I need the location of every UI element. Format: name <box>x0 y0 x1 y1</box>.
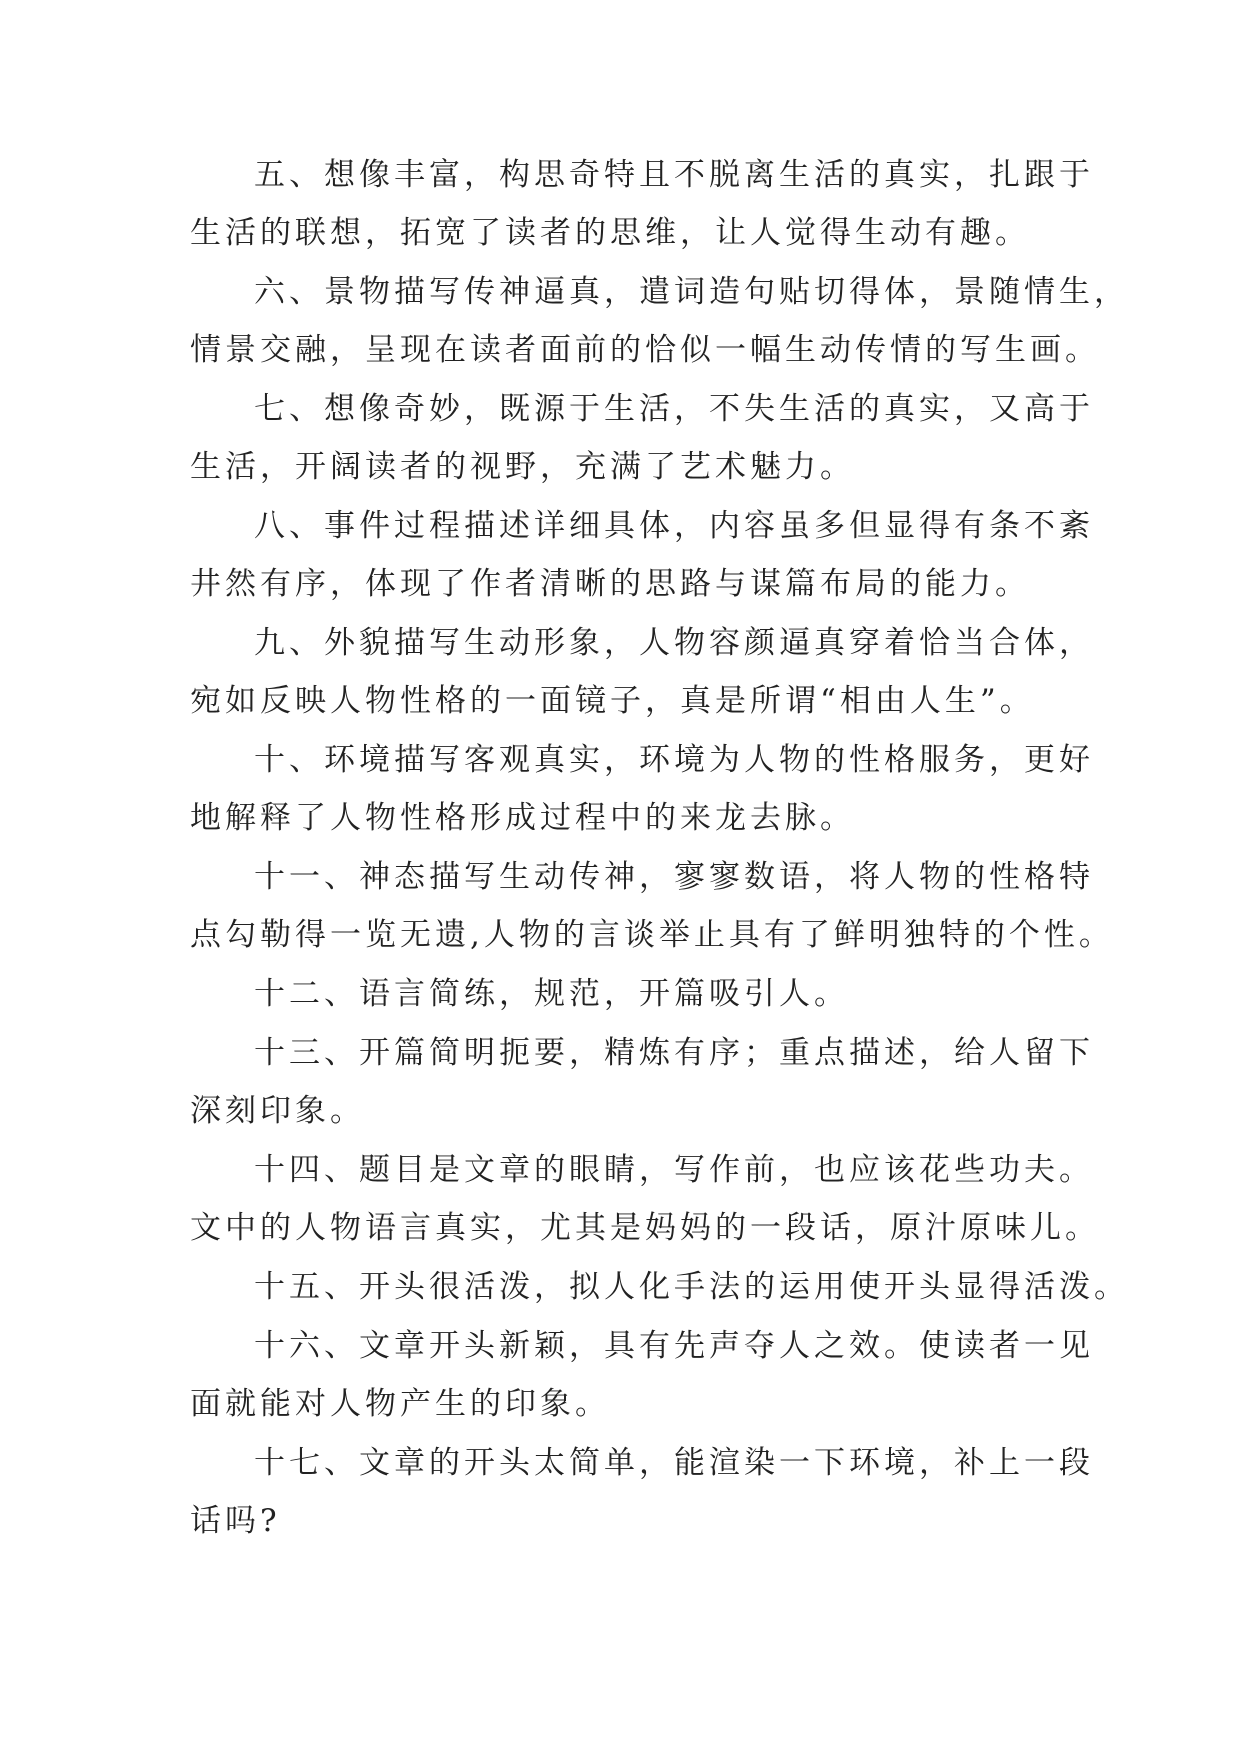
paragraph-line: 六、景物描写传神逼真，遣词造句贴切得体，景随情生， <box>254 274 1129 310</box>
paragraph-line: 文中的人物语言真实，尤其是妈妈的一段话，原汁原味儿。 <box>190 1210 1100 1246</box>
paragraph-14 <box>190 1150 1100 1248</box>
paragraph-line: 十二、语言简练，规范，开篇吸引人。 <box>254 976 849 1012</box>
paragraph-6 <box>190 272 1129 370</box>
paragraph-8 <box>190 506 1094 604</box>
paragraph-10 <box>190 740 1094 838</box>
paragraph-line: 十六、文章开头新颖，具有先声夺人之效。使读者一见 <box>254 1328 1094 1364</box>
paragraph-line: 生活，开阔读者的视野，充满了艺术魅力。 <box>190 449 855 485</box>
paragraph-15 <box>190 1267 1129 1307</box>
paragraph-line: 地解释了人物性格形成过程中的来龙去脉。 <box>190 800 855 836</box>
paragraph-16 <box>190 1326 1094 1424</box>
paragraph-line: 点勾勒得一览无遗,人物的言谈举止具有了鲜明独特的个性。 <box>190 917 1114 953</box>
paragraph-line: 十三、开篇简明扼要，精炼有序；重点描述，给人留下 <box>254 1035 1094 1071</box>
paragraph-9 <box>190 623 1094 721</box>
paragraph-line: 五、想像丰富，构思奇特且不脱离生活的真实，扎跟于 <box>254 157 1094 193</box>
paragraph-line: 十一、神态描写生动传神，寥寥数语，将人物的性格特 <box>254 859 1094 895</box>
paragraph-5 <box>190 155 1094 253</box>
paragraph-line: 十、环境描写客观真实，环境为人物的性格服务，更好 <box>254 742 1094 778</box>
document-body <box>190 155 1129 1541</box>
paragraph-12 <box>190 974 1070 1014</box>
paragraph-13 <box>190 1033 1094 1131</box>
paragraph-line: 宛如反映人物性格的一面镜子，真是所谓“相由人生”。 <box>190 683 1035 719</box>
paragraph-line: 生活的联想，拓宽了读者的思维，让人觉得生动有趣。 <box>190 215 1030 251</box>
paragraph-line: 井然有序，体现了作者清晰的思路与谋篇布局的能力。 <box>190 566 1030 602</box>
paragraph-line: 十五、开头很活泼，拟人化手法的运用使开头显得活泼。 <box>254 1269 1129 1305</box>
paragraph-11 <box>190 857 1114 955</box>
paragraph-line: 七、想像奇妙，既源于生活，不失生活的真实，又高于 <box>254 391 1094 427</box>
paragraph-line: 深刻印象。 <box>190 1093 365 1129</box>
paragraph-line: 十七、文章的开头太简单，能渲染一下环境，补上一段 <box>254 1445 1094 1481</box>
paragraph-line: 话吗? <box>190 1503 281 1539</box>
paragraph-line: 十四、题目是文章的眼睛，写作前，也应该花些功夫。 <box>254 1152 1094 1188</box>
paragraph-line: 面就能对人物产生的印象。 <box>190 1386 610 1422</box>
paragraph-line: 八、事件过程描述详细具体，内容虽多但显得有条不紊 <box>254 508 1094 544</box>
paragraph-7 <box>190 389 1094 487</box>
paragraph-line: 情景交融，呈现在读者面前的恰似一幅生动传情的写生画。 <box>190 332 1100 368</box>
paragraph-17 <box>190 1443 1094 1541</box>
paragraph-line: 九、外貌描写生动形象，人物容颜逼真穿着恰当合体， <box>254 625 1094 661</box>
